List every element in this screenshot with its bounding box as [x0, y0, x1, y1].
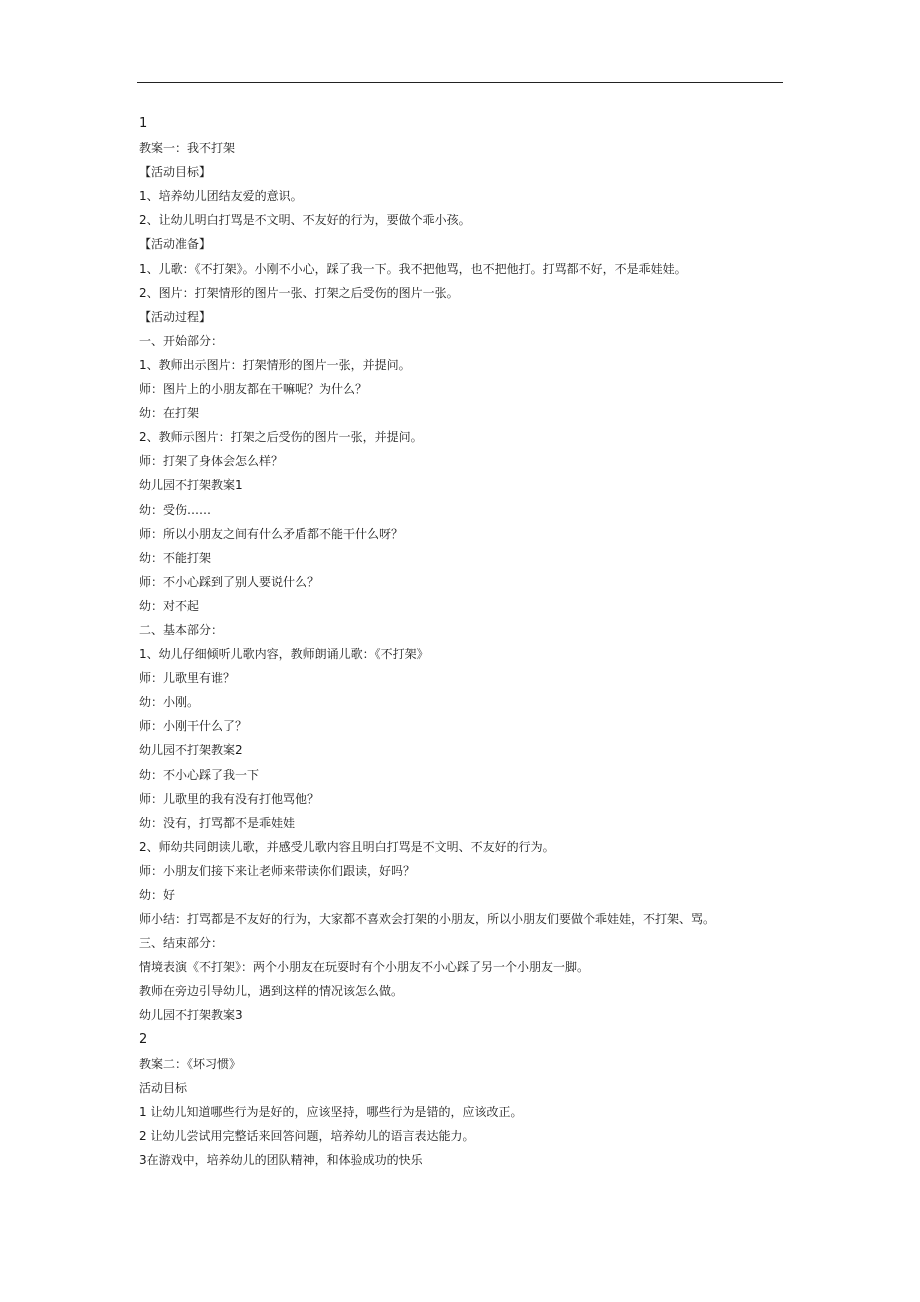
- watermark-line: 幼儿园不打架教案2: [139, 743, 243, 758]
- text-line: 1、教师出示图片：打架情形的图片一张，并提问。: [139, 357, 411, 372]
- dialogue-line: 师：儿歌里的我有没有打他骂他？: [139, 791, 320, 806]
- watermark-line: 幼儿园不打架教案1: [139, 478, 243, 493]
- dialogue-line: 幼：小刚。: [139, 695, 200, 710]
- section-heading: 【活动目标】: [139, 165, 212, 180]
- dialogue-line: 幼：不小心踩了我一下: [139, 767, 260, 782]
- dialogue-line: 幼：没有，打骂都不是乖娃娃: [139, 815, 296, 830]
- section-heading: 活动目标: [139, 1080, 188, 1095]
- subsection-heading: 三、结束部分：: [139, 936, 224, 951]
- section-heading: 【活动准备】: [139, 237, 212, 252]
- subsection-heading: 一、开始部分：: [139, 333, 224, 348]
- header-rule: [137, 82, 783, 83]
- text-line: 情境表演《不打架》：两个小朋友在玩耍时有个小朋友不小心踩了另一个小朋友一脚。: [139, 960, 590, 975]
- dialogue-line: 师：儿歌里有谁？: [139, 671, 236, 686]
- dialogue-line: 师：小刚干什么了？: [139, 719, 248, 734]
- watermark-line: 幼儿园不打架教案3: [139, 1008, 243, 1023]
- section-number: 2: [139, 1031, 148, 1047]
- text-line: 2、让幼儿明白打骂是不文明、不友好的行为，要做个乖小孩。: [139, 213, 471, 228]
- text-line: 2、师幼共同朗读儿歌，并感受儿歌内容且明白打骂是不文明、不友好的行为。: [139, 839, 555, 854]
- lesson-title: 教案一：我不打架: [139, 141, 236, 156]
- dialogue-line: 幼：在打架: [139, 406, 200, 421]
- dialogue-line: 幼：受伤……: [139, 502, 212, 517]
- lesson-title: 教案二：《坏习惯》: [139, 1056, 242, 1071]
- document-body: [139, 112, 779, 1172]
- text-line: 1、儿歌：《不打架》。小刚不小心，踩了我一下。我不把他骂，也不把他打。打骂都不好，不是乖娃娃。: [139, 261, 687, 276]
- text-line: 1、培养幼儿团结友爱的意识。: [139, 189, 303, 204]
- dialogue-line: 幼：不能打架: [139, 550, 212, 565]
- dialogue-line: 师：打架了身体会怎么样？: [139, 454, 284, 469]
- text-line: 教师在旁边引导幼儿，遇到这样的情况该怎么做。: [139, 984, 404, 999]
- text-line: 师小结：打骂都是不友好的行为，大家都不喜欢会打架的小朋友，所以小朋友们要做个乖娃娃，不打架、骂。: [139, 912, 716, 927]
- text-line: 2、教师示图片：打架之后受伤的图片一张，并提问。: [139, 430, 423, 445]
- text-line: 1、幼儿仔细倾听儿歌内容，教师朗诵儿歌：《不打架》: [139, 647, 429, 662]
- subsection-heading: 二、基本部分：: [139, 622, 224, 637]
- dialogue-line: 幼：好: [139, 888, 176, 902]
- dialogue-line: 师：小朋友们接下来让老师来带读你们跟读，好吗？: [139, 863, 416, 878]
- dialogue-line: 师：图片上的小朋友都在干嘛呢？为什么？: [139, 382, 368, 397]
- text-line: 3在游戏中，培养幼儿的团队精神，和体验成功的快乐: [139, 1153, 423, 1168]
- section-heading: 【活动过程】: [139, 309, 212, 324]
- text-line: 1 让幼儿知道哪些行为是好的，应该坚持，哪些行为是错的，应该改正。: [139, 1104, 523, 1119]
- dialogue-line: 幼：对不起: [139, 598, 200, 613]
- text-line: 2 让幼儿尝试用完整话来回答问题，培养幼儿的语言表达能力。: [139, 1128, 475, 1143]
- section-number: 1: [139, 116, 148, 131]
- dialogue-line: 师：所以小朋友之间有什么矛盾都不能干什么呀？: [139, 526, 404, 541]
- dialogue-line: 师：不小心踩到了别人要说什么？: [139, 574, 320, 589]
- text-line: 2、图片：打架情形的图片一张、打架之后受伤的图片一张。: [139, 285, 459, 300]
